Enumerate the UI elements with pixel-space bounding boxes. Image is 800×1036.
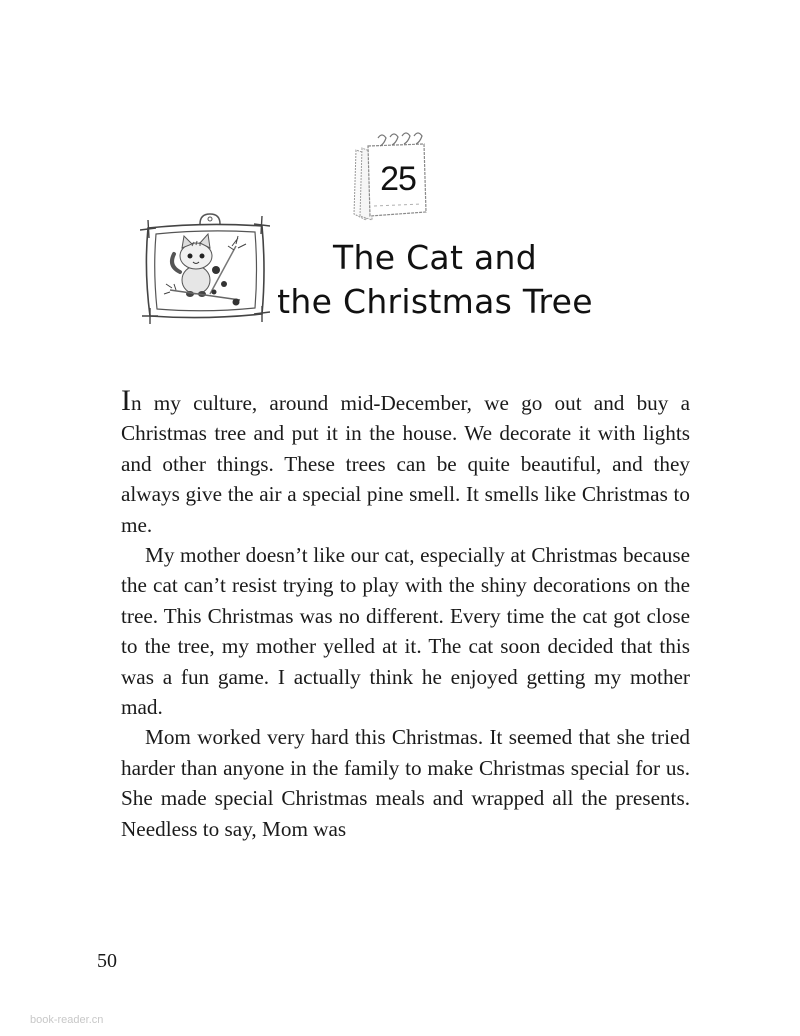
paragraph-1-text: n my culture, around mid-December, we go out and buy a Christmas tree and put it in the house. We decorate it with lights and other things. These trees can be quite beautiful, and they always give the air a special pine smell. It smells like Christmas to me.: [121, 391, 690, 537]
cat-picture-frame-icon: [140, 210, 270, 330]
page-number: 50: [97, 950, 117, 972]
drop-cap: I: [121, 384, 131, 417]
chapter-title: [270, 236, 600, 324]
chapter-number: 25: [380, 160, 416, 198]
chapter-calendar-icon: [348, 130, 432, 222]
chapter-body: [121, 384, 690, 844]
chapter-title-line-2: the Christmas Tree: [277, 282, 593, 321]
paragraph-2: My mother doesn’t like our cat, especially at Christmas because the cat can’t resist trying to play with the shiny decorations on the tree. This Christmas was no different. Every time the cat got close to the tree, my mother yelled at it. The cat soon decided that this was a fun game. I actually think he enjoyed getting my mother mad.: [121, 543, 690, 720]
paragraph-1: [121, 384, 690, 540]
chapter-illustration: [140, 210, 270, 330]
watermark: book-reader.cn: [30, 1014, 104, 1026]
paragraph-3: Mom worked very hard this Christmas. It seemed that she tried harder than anyone in the family to make Christmas special for us. She made special Christmas meals and wrapped all the presents. Needless to say, Mom was: [121, 725, 690, 841]
chapter-title-line-1: The Cat and: [333, 238, 537, 277]
